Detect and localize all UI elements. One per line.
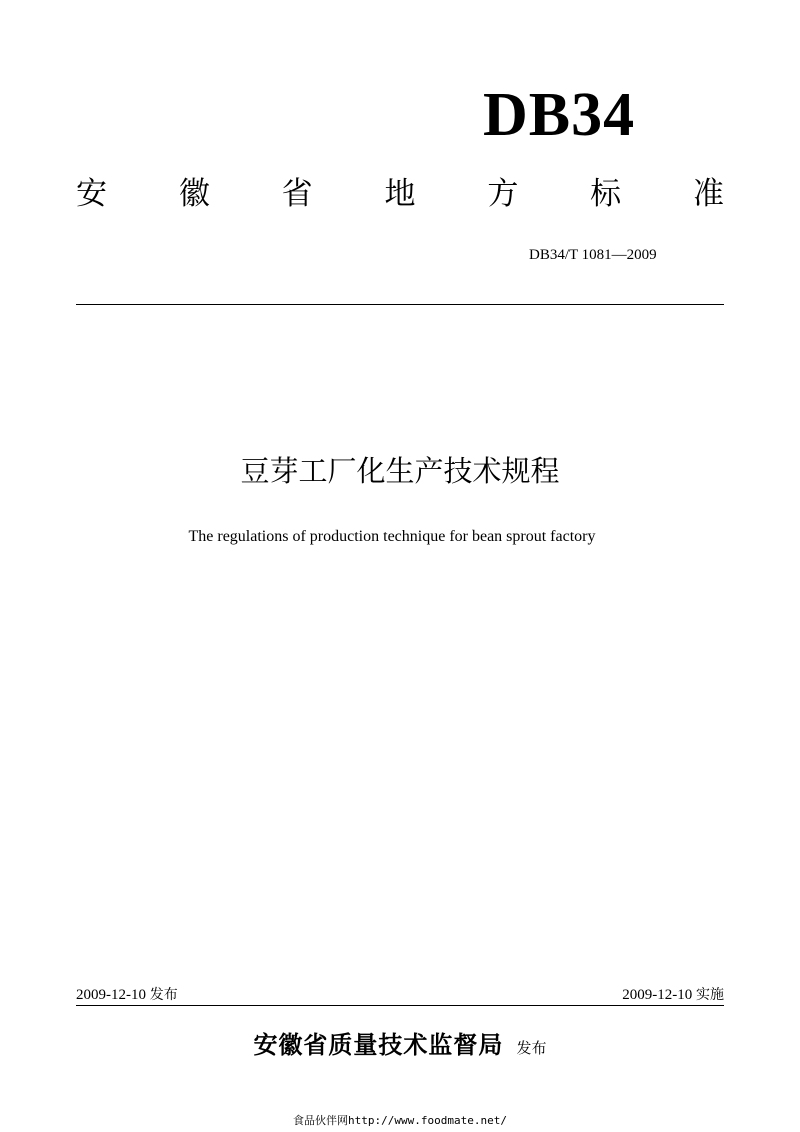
publisher-name: 安徽省质量技术监督局 [253,1031,504,1059]
standard-number: DB34/T 1081—2009 [529,247,657,263]
implement-label: 实施 [696,987,724,1003]
standard-type-char: 徽 [178,176,210,212]
standard-type-char: 方 [487,176,519,212]
standard-type-heading [76,174,724,214]
footer-divider [76,1005,724,1006]
document-title-en: The regulations of production technique for bean sprout factory [188,528,596,545]
standard-type-char: 省 [281,176,313,212]
issue-date-line [76,985,178,1005]
standard-code-logo: DB34 [483,81,636,149]
publisher-suffix: 发布 [516,1039,547,1057]
issue-date: 2009-12-10 [76,987,146,1003]
standard-type-char: 标 [590,176,622,212]
standard-type-char: 安 [76,176,107,212]
footer-watermark-text: 食品伙伴网http://www.foodmate.net/ [293,1114,507,1127]
implement-date-line [622,985,724,1005]
document-title-cn: 豆芽工厂化生产技术规程 [240,454,560,488]
standard-type-char: 准 [692,176,724,212]
issue-label: 发布 [149,987,178,1003]
implement-date: 2009-12-10 [622,987,693,1003]
publisher-line [0,1027,800,1066]
header-divider [76,304,724,305]
standard-type-char: 地 [384,176,416,212]
